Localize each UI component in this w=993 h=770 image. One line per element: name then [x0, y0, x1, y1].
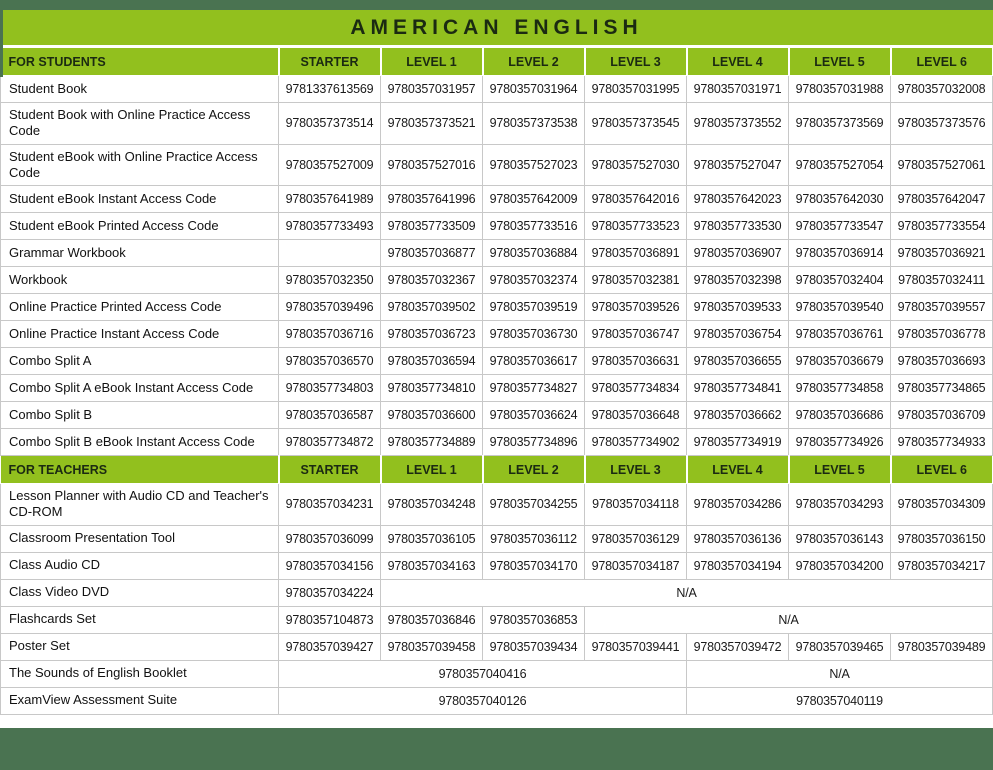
isbn-cell: 9780357642023 — [687, 186, 789, 213]
isbn-cell: 9780357036914 — [789, 240, 891, 267]
table-row — [1, 525, 993, 552]
column-header: LEVEL 1 — [381, 48, 483, 76]
column-header: LEVEL 2 — [483, 456, 585, 484]
isbn-cell: 9780357036136 — [687, 525, 789, 552]
table-row — [1, 687, 993, 714]
isbn-cell: 9780357641996 — [381, 186, 483, 213]
product-name: Student eBook with Online Practice Access Code — [1, 144, 279, 186]
column-header: LEVEL 5 — [789, 456, 891, 484]
isbn-cell: 9780357039540 — [789, 294, 891, 321]
isbn-cell: 9780357036723 — [381, 321, 483, 348]
isbn-cell: 9780357373538 — [483, 103, 585, 145]
isbn-cell: 9780357032404 — [789, 267, 891, 294]
section-header-row — [1, 48, 993, 76]
isbn-cell: 9780357036778 — [891, 321, 993, 348]
isbn-cell: 9780357734858 — [789, 375, 891, 402]
column-header: LEVEL 6 — [891, 48, 993, 76]
footer-strip — [0, 728, 993, 770]
isbn-cell: 9780357527030 — [585, 144, 687, 186]
isbn-cell: 9780357039519 — [483, 294, 585, 321]
isbn-cell: 9780357034293 — [789, 484, 891, 526]
isbn-cell: 9780357039526 — [585, 294, 687, 321]
section-label: FOR STUDENTS — [1, 48, 279, 76]
isbn-cell: 9780357734926 — [789, 429, 891, 456]
isbn-cell: 9780357034163 — [381, 552, 483, 579]
isbn-cell: 9780357039496 — [279, 294, 381, 321]
isbn-cell: 9780357036686 — [789, 402, 891, 429]
isbn-cell: 9780357036648 — [585, 402, 687, 429]
isbn-cell: 9780357642016 — [585, 186, 687, 213]
isbn-cell: 9780357527023 — [483, 144, 585, 186]
isbn-cell: 9780357032374 — [483, 267, 585, 294]
isbn-cell: 9780357734872 — [279, 429, 381, 456]
isbn-cell: 9780357734803 — [279, 375, 381, 402]
isbn-cell: 9780357032398 — [687, 267, 789, 294]
table-row — [1, 606, 993, 633]
isbn-cell: 9780357373552 — [687, 103, 789, 145]
table-row — [1, 633, 993, 660]
isbn-cell: 9780357034255 — [483, 484, 585, 526]
isbn-cell: 9780357032350 — [279, 267, 381, 294]
isbn-cell: 9780357733554 — [891, 213, 993, 240]
column-header: LEVEL 4 — [687, 456, 789, 484]
isbn-cell: 9780357039472 — [687, 633, 789, 660]
table-row — [1, 294, 993, 321]
product-name: Combo Split B — [1, 402, 279, 429]
isbn-cell: 9780357036624 — [483, 402, 585, 429]
product-name: Online Practice Printed Access Code — [1, 294, 279, 321]
isbn-cell: 9780357733516 — [483, 213, 585, 240]
isbn-cell: 9780357034217 — [891, 552, 993, 579]
product-name: Online Practice Instant Access Code — [1, 321, 279, 348]
isbn-cell: 9780357527061 — [891, 144, 993, 186]
isbn-cell: 9780357031995 — [585, 76, 687, 103]
table-row — [1, 348, 993, 375]
product-name: Combo Split B eBook Instant Access Code — [1, 429, 279, 456]
isbn-cell: 9780357039533 — [687, 294, 789, 321]
isbn-cell: 9780357036655 — [687, 348, 789, 375]
isbn-cell: 9780357034118 — [585, 484, 687, 526]
product-name: Combo Split A — [1, 348, 279, 375]
page-title: AMERICAN ENGLISH — [350, 15, 643, 39]
product-name: Poster Set — [1, 633, 279, 660]
table-row — [1, 660, 993, 687]
isbn-cell: 9780357036105 — [381, 525, 483, 552]
product-name: Student Book with Online Practice Access Code — [1, 103, 279, 145]
isbn-cell: 9780357527047 — [687, 144, 789, 186]
isbn-cell: 9780357034224 — [279, 579, 381, 606]
table-row — [1, 579, 993, 606]
isbn-cell: 9780357734902 — [585, 429, 687, 456]
isbn-cell: 9780357039465 — [789, 633, 891, 660]
isbn-cell: 9780357373569 — [789, 103, 891, 145]
product-name: Lesson Planner with Audio CD and Teacher's CD-ROM — [1, 484, 279, 526]
isbn-cell: 9780357036570 — [279, 348, 381, 375]
isbn-cell: 9780357373576 — [891, 103, 993, 145]
isbn-cell: 9780357036747 — [585, 321, 687, 348]
isbn-cell: 9780357034156 — [279, 552, 381, 579]
table-row — [1, 76, 993, 103]
table-row — [1, 402, 993, 429]
isbn-cell: 9780357373521 — [381, 103, 483, 145]
isbn-cell: 9780357034286 — [687, 484, 789, 526]
table-row — [1, 321, 993, 348]
isbn-cell: 9780357734865 — [891, 375, 993, 402]
isbn-cell: 9780357039427 — [279, 633, 381, 660]
isbn-cell: 9780357031957 — [381, 76, 483, 103]
column-header: LEVEL 4 — [687, 48, 789, 76]
na-cell: N/A — [687, 660, 993, 687]
column-header: LEVEL 6 — [891, 456, 993, 484]
isbn-cell: 9780357036099 — [279, 525, 381, 552]
isbn-cell: 9780357032381 — [585, 267, 687, 294]
isbn-cell: 9780357040126 — [279, 687, 687, 714]
isbn-cell: 9780357036877 — [381, 240, 483, 267]
isbn-cell: 9780357036594 — [381, 348, 483, 375]
isbn-cell: 9780357733509 — [381, 213, 483, 240]
column-header: LEVEL 3 — [585, 48, 687, 76]
isbn-cell: 9780357032411 — [891, 267, 993, 294]
isbn-cell: 9780357040416 — [279, 660, 687, 687]
isbn-cell: 9780357036679 — [789, 348, 891, 375]
isbn-cell: 9780357039434 — [483, 633, 585, 660]
isbn-cell: 9780357642030 — [789, 186, 891, 213]
isbn-cell: 9780357734933 — [891, 429, 993, 456]
isbn-cell: 9780357040119 — [687, 687, 993, 714]
isbn-cell: 9780357036921 — [891, 240, 993, 267]
isbn-cell: 9780357036587 — [279, 402, 381, 429]
isbn-cell: 9780357734896 — [483, 429, 585, 456]
isbn-cell: 9780357373545 — [585, 103, 687, 145]
product-name: Grammar Workbook — [1, 240, 279, 267]
table-row — [1, 213, 993, 240]
isbn-cell: 9780357641989 — [279, 186, 381, 213]
isbn-cell: 9780357734834 — [585, 375, 687, 402]
isbn-cell: 9780357734827 — [483, 375, 585, 402]
isbn-cell: 9780357031971 — [687, 76, 789, 103]
column-header: STARTER — [279, 456, 381, 484]
product-name: The Sounds of English Booklet — [1, 660, 279, 687]
isbn-cell: 9780357036617 — [483, 348, 585, 375]
isbn-cell: 9780357034194 — [687, 552, 789, 579]
isbn-cell: 9780357733493 — [279, 213, 381, 240]
isbn-cell: 9780357034187 — [585, 552, 687, 579]
isbn-cell: 9780357036730 — [483, 321, 585, 348]
isbn-cell: 9780357034309 — [891, 484, 993, 526]
isbn-cell: 9780357039502 — [381, 294, 483, 321]
isbn-table — [0, 47, 993, 715]
product-name: ExamView Assessment Suite — [1, 687, 279, 714]
column-header: STARTER — [279, 48, 381, 76]
left-edge-strip — [0, 10, 3, 77]
product-name: Flashcards Set — [1, 606, 279, 633]
na-cell: N/A — [585, 606, 993, 633]
isbn-cell: 9780357039557 — [891, 294, 993, 321]
isbn-cell: 9780357734919 — [687, 429, 789, 456]
isbn-cell: 9780357527016 — [381, 144, 483, 186]
isbn-cell: 9780357527009 — [279, 144, 381, 186]
isbn-cell: 9780357036143 — [789, 525, 891, 552]
isbn-cell: 9780357733523 — [585, 213, 687, 240]
isbn-cell: 9780357036112 — [483, 525, 585, 552]
isbn-cell: 9780357527054 — [789, 144, 891, 186]
product-name: Combo Split A eBook Instant Access Code — [1, 375, 279, 402]
isbn-cell: 9780357642009 — [483, 186, 585, 213]
column-header: LEVEL 5 — [789, 48, 891, 76]
column-header: LEVEL 1 — [381, 456, 483, 484]
isbn-cell: 9780357733547 — [789, 213, 891, 240]
isbn-cell: 9780357642047 — [891, 186, 993, 213]
product-name: Student Book — [1, 76, 279, 103]
table-row — [1, 103, 993, 145]
isbn-cell: 9780357104873 — [279, 606, 381, 633]
isbn-cell: 9780357036754 — [687, 321, 789, 348]
isbn-cell: 9780357036891 — [585, 240, 687, 267]
isbn-cell: 9780357031988 — [789, 76, 891, 103]
isbn-cell: 9780357733530 — [687, 213, 789, 240]
isbn-cell: 9780357032367 — [381, 267, 483, 294]
product-name: Class Video DVD — [1, 579, 279, 606]
isbn-cell: 9780357036853 — [483, 606, 585, 633]
product-name: Class Audio CD — [1, 552, 279, 579]
isbn-cell: 9780357036129 — [585, 525, 687, 552]
isbn-cell: 9780357034248 — [381, 484, 483, 526]
isbn-cell: 9780357039458 — [381, 633, 483, 660]
title-bar — [0, 10, 993, 47]
isbn-cell: 9780357034200 — [789, 552, 891, 579]
isbn-cell: 9780357036761 — [789, 321, 891, 348]
table-row — [1, 375, 993, 402]
isbn-cell: 9780357036884 — [483, 240, 585, 267]
table-row — [1, 484, 993, 526]
product-name: Workbook — [1, 267, 279, 294]
isbn-cell: 9780357039441 — [585, 633, 687, 660]
isbn-cell: 9780357036600 — [381, 402, 483, 429]
isbn-cell: 9780357036846 — [381, 606, 483, 633]
na-cell: N/A — [381, 579, 993, 606]
isbn-cell: 9780357734889 — [381, 429, 483, 456]
isbn-cell: 9780357734810 — [381, 375, 483, 402]
isbn-cell: 9780357031964 — [483, 76, 585, 103]
isbn-cell: 9780357036716 — [279, 321, 381, 348]
table-row — [1, 267, 993, 294]
isbn-cell: 9780357036150 — [891, 525, 993, 552]
isbn-cell: 9780357036709 — [891, 402, 993, 429]
isbn-cell: 9781337613569 — [279, 76, 381, 103]
isbn-cell: 9780357373514 — [279, 103, 381, 145]
isbn-cell: 9780357036631 — [585, 348, 687, 375]
isbn-cell: 9780357034231 — [279, 484, 381, 526]
product-name: Classroom Presentation Tool — [1, 525, 279, 552]
table-row — [1, 552, 993, 579]
section-header-row — [1, 456, 993, 484]
isbn-cell: 9780357036662 — [687, 402, 789, 429]
table-row — [1, 144, 993, 186]
column-header: LEVEL 3 — [585, 456, 687, 484]
isbn-cell: 9780357036693 — [891, 348, 993, 375]
isbn-cell: 9780357039489 — [891, 633, 993, 660]
top-strip — [0, 0, 993, 10]
table-row — [1, 240, 993, 267]
isbn-cell: 9780357734841 — [687, 375, 789, 402]
isbn-cell: 9780357034170 — [483, 552, 585, 579]
isbn-cell: 9780357036907 — [687, 240, 789, 267]
section-label: FOR TEACHERS — [1, 456, 279, 484]
product-name: Student eBook Instant Access Code — [1, 186, 279, 213]
table-row — [1, 186, 993, 213]
empty-cell — [279, 240, 381, 267]
table-row — [1, 429, 993, 456]
column-header: LEVEL 2 — [483, 48, 585, 76]
product-name: Student eBook Printed Access Code — [1, 213, 279, 240]
isbn-cell: 9780357032008 — [891, 76, 993, 103]
